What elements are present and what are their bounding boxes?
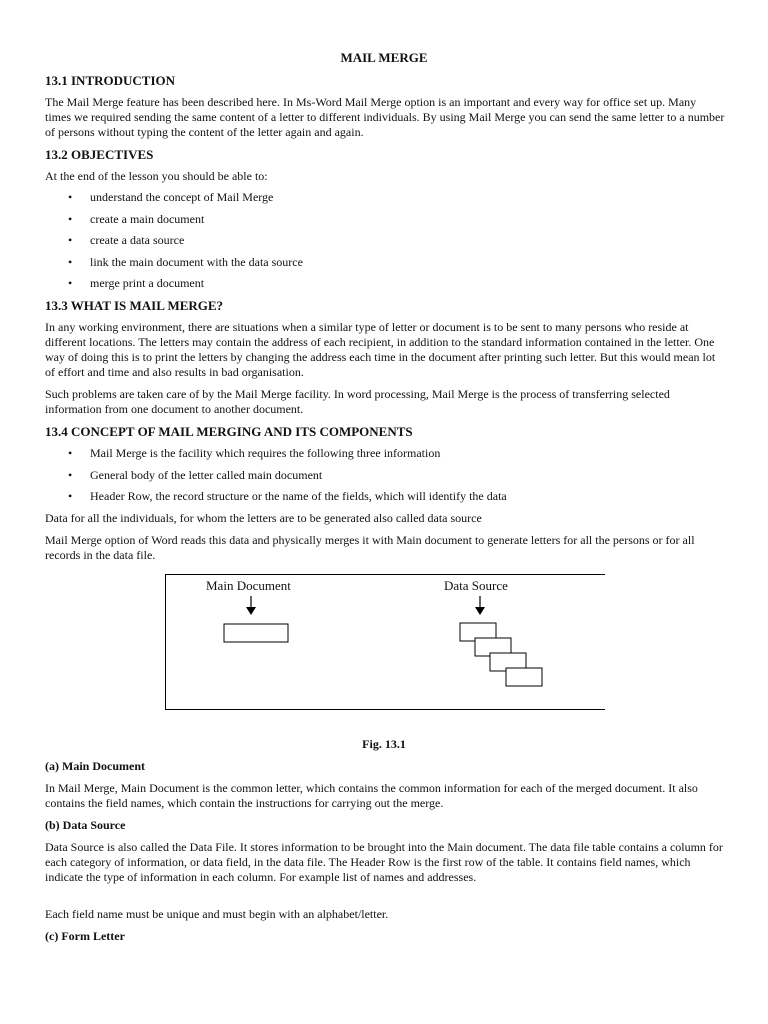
heading-main-document: (a) Main Document <box>45 759 145 773</box>
data-source-label: Data Source <box>444 578 508 593</box>
concept-paragraph-1: Data for all the individuals, for whom the letters are to be generated also called data source <box>45 511 482 525</box>
main-document-box <box>224 624 288 642</box>
heading-introduction: 13.1 INTRODUCTION <box>45 73 176 88</box>
list-item: • create a data source <box>45 233 725 255</box>
intro-paragraph: The Mail Merge feature has been described here. In Ms-Word Mail Merge option is an important and every way for office set up. Many times we required sending the same content of a letter to different individuals. By using Mail Merge you can send the same letter to a number of persons without typing the content of the letter again and again. <box>45 95 725 139</box>
data-source-paragraph-2: Each field name must be unique and must begin with an alphabet/letter. <box>45 907 389 921</box>
list-item: • merge print a document <box>45 276 725 298</box>
concept-paragraph-2: Mail Merge option of Word reads this data and physically merges it with Main document to generate letters for all the persons or for all records in the data file. <box>45 533 695 562</box>
page-title: MAIL MERGE <box>340 50 428 65</box>
objectives-lead: At the end of the lesson you should be able to: <box>45 169 268 183</box>
objectives-list <box>45 190 725 298</box>
concept-list <box>45 446 725 511</box>
data-record-box <box>506 668 542 686</box>
mail-merge-diagram <box>165 574 605 710</box>
diagram-graphics <box>166 575 605 709</box>
list-item: • understand the concept of Mail Merge <box>45 190 725 212</box>
data-source-arrow <box>475 596 485 615</box>
heading-data-source: (b) Data Source <box>45 818 126 832</box>
list-item: • Mail Merge is the facility which requires the following three information <box>45 446 725 468</box>
heading-concept: 13.4 CONCEPT OF MAIL MERGING AND ITS COMPONENTS <box>45 424 413 439</box>
what-paragraph-2: Such problems are taken care of by the Mail Merge facility. In word processing, Mail Merge is the process of transferring selected information from one document to another document. <box>45 387 670 416</box>
list-item: • Header Row, the record structure or the name of the fields, which will identify the data <box>45 489 725 511</box>
main-document-arrow <box>246 596 256 615</box>
main-document-label: Main Document <box>206 578 291 593</box>
heading-form-letter: (c) Form Letter <box>45 929 125 943</box>
list-item: • link the main document with the data source <box>45 255 725 277</box>
data-source-paragraph-1: Data Source is also called the Data File. It stores information to be brought into the Main document. The data file table contains a column for each category of information, or data field, in the data file. The Header Row is the first row of the table. It contains field names, which indicate the type of information in each column. For example list of names and addresses. <box>45 840 723 884</box>
figure-caption: Fig. 13.1 <box>362 737 406 751</box>
list-item: • create a main document <box>45 212 725 234</box>
list-item: • General body of the letter called main document <box>45 468 725 490</box>
main-document-paragraph: In Mail Merge, Main Document is the common letter, which contains the common information for each of the merged document. It also contains the field names, which contain the instructions for carrying out the merge. <box>45 781 698 810</box>
what-paragraph-1: In any working environment, there are situations when a similar type of letter or document is to be sent to many persons who reside at different locations. The letters may contain the address of each recipient, in addition to the standard information contained in the letter. One way of doing this is to print the letters by changing the address each time in the document after printing such letter. But this would mean lot of effort and time and also results in bad organisation. <box>45 320 716 379</box>
heading-objectives: 13.2 OBJECTIVES <box>45 147 154 162</box>
heading-what-is-mail-merge: 13.3 WHAT IS MAIL MERGE? <box>45 298 224 313</box>
